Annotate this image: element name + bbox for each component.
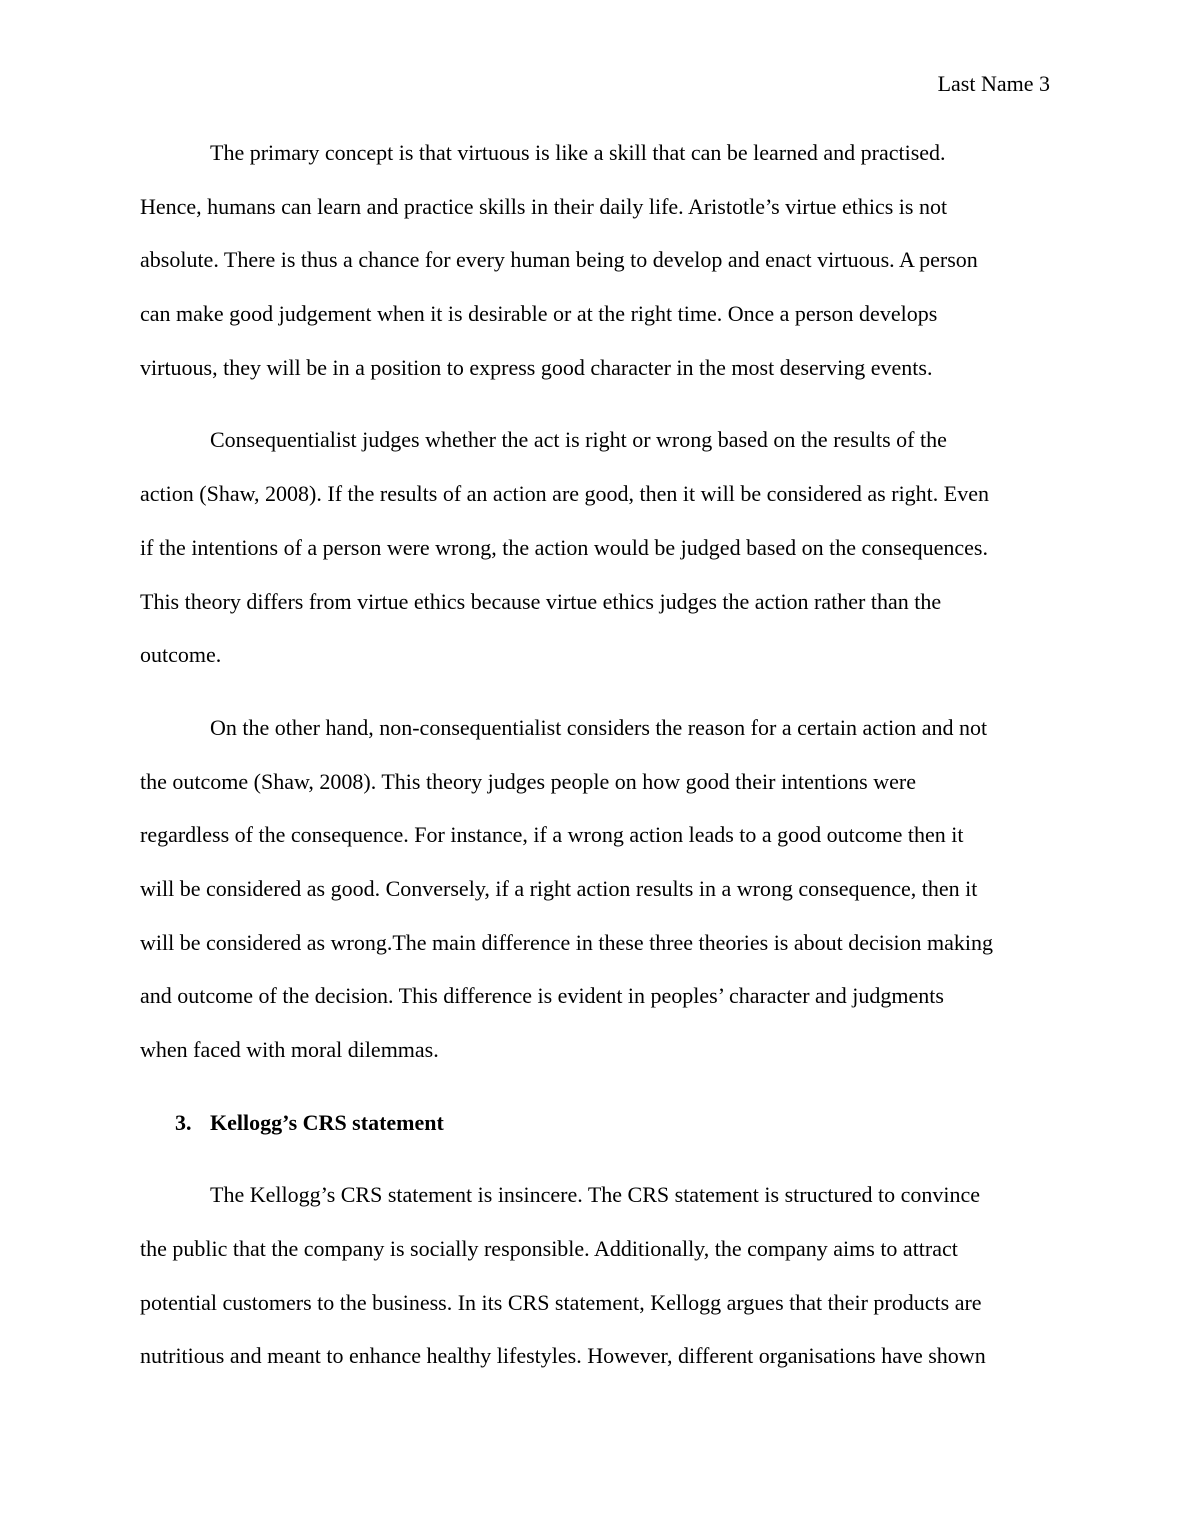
text-line: absolute. There is thus a chance for every human being to develop and enact virtuous. A person <box>140 247 978 273</box>
paragraph-kellogg-crs <box>140 1168 1050 1383</box>
paragraph-spacer <box>140 394 1050 413</box>
text-line: regardless of the consequence. For instance, if a wrong action leads to a good outcome then it <box>140 822 964 848</box>
paragraph-consequentialist <box>140 413 1050 681</box>
section-heading <box>140 1096 1050 1150</box>
paragraph-spacer <box>140 1149 1050 1168</box>
text-line: Hence, humans can learn and practice skills in their daily life. Aristotle’s virtue ethics is not <box>140 193 948 219</box>
text-line: when faced with moral dilemmas. <box>140 1037 439 1062</box>
paragraph-virtue-skill <box>140 126 1050 394</box>
text-line: the public that the company is socially responsible. Additionally, the company aims to attract <box>140 1236 958 1262</box>
text-line: can make good judgement when it is desirable or at the right time. Once a person develops <box>140 301 938 327</box>
text-line: outcome. <box>140 642 222 668</box>
text-line: action (Shaw, 2008). If the results of an action are good, then it will be considered as right. Even <box>140 481 989 507</box>
text-line: will be considered as good. Conversely, if a right action results in a wrong consequence, then it <box>140 875 978 901</box>
text-line: nutritious and meant to enhance healthy lifestyles. However, different organisations have shown <box>140 1343 986 1369</box>
text-line: if the intentions of a person were wrong, the action would be judged based on the consequences. <box>140 534 988 560</box>
text-line: This theory differs from virtue ethics because virtue ethics judges the action rather than the <box>140 588 942 614</box>
text-line: will be considered as wrong.The main difference in these three theories is about decision making <box>140 929 994 955</box>
text-line: the outcome (Shaw, 2008). This theory judges people on how good their intentions were <box>140 768 916 794</box>
section-number: 3. <box>175 1109 192 1135</box>
paragraph-spacer <box>140 682 1050 701</box>
text-line: The primary concept is that virtuous is like a skill that can be learned and practised. <box>210 140 946 165</box>
text-line: The Kellogg’s CRS statement is insincere. The CRS statement is structured to convince <box>210 1182 981 1208</box>
paragraph-spacer <box>140 1077 1050 1096</box>
text-line: potential customers to the business. In its CRS statement, Kellogg argues that their products are <box>140 1289 982 1315</box>
running-head: Last Name 3 <box>937 71 1050 96</box>
document-body <box>140 126 1050 1383</box>
text-line: On the other hand, non-consequentialist considers the reason for a certain action and not <box>210 714 988 740</box>
text-line: and outcome of the decision. This difference is evident in peoples’ character and judgments <box>140 983 944 1009</box>
paragraph-non-consequentialist <box>140 701 1050 1077</box>
text-line: virtuous, they will be in a position to express good character in the most deserving events. <box>140 354 933 380</box>
section-title: Kellogg’s CRS statement <box>210 1109 444 1135</box>
text-line: Consequentialist judges whether the act is right or wrong based on the results of the <box>210 427 947 453</box>
